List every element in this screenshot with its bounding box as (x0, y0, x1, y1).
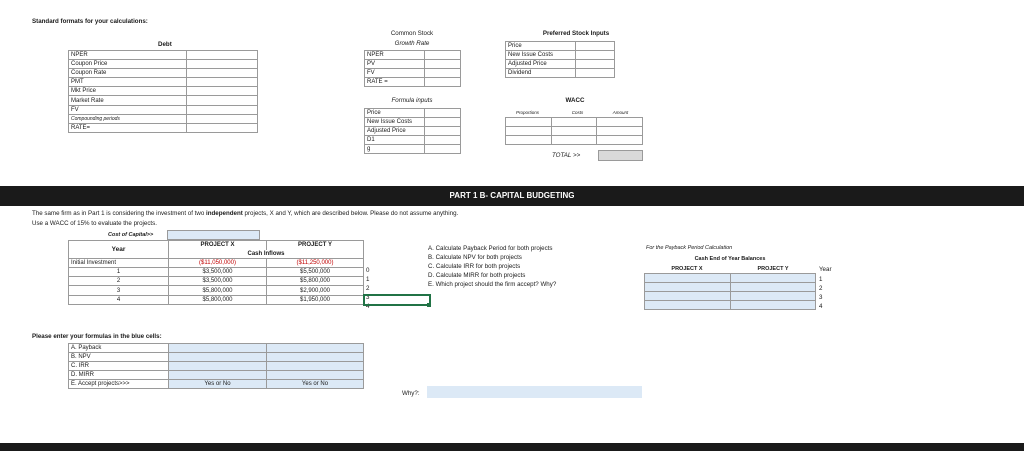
description-line-2: Use a WACC of 15% to evaluate the projects. (32, 220, 157, 227)
debt-label: FV (69, 105, 187, 114)
cs-input-label: g (365, 145, 425, 154)
debt-label: Compounding periods (69, 114, 187, 123)
debt-value-cell[interactable] (187, 69, 258, 78)
formula-label: C. IRR (69, 362, 169, 371)
formula-y-cell[interactable] (267, 344, 364, 353)
debt-value-cell[interactable] (187, 87, 258, 96)
project-x-cash: $5,800,000 (169, 295, 267, 304)
growth-rate-table (364, 50, 461, 87)
payback-y-cell[interactable] (731, 283, 816, 292)
payback-table (644, 273, 816, 310)
cs-value-cell[interactable] (425, 69, 461, 78)
payback-y-cell[interactable] (731, 274, 816, 283)
question-item: B. Calculate NPV for both projects (428, 254, 522, 261)
cs-input-cell[interactable] (425, 118, 461, 127)
wacc-header-costs: Costs (571, 110, 584, 115)
payback-year: 3 (819, 294, 823, 301)
question-item: D. Calculate MIRR for both projects (428, 272, 526, 279)
accept-y-cell[interactable]: Yes or No (267, 380, 364, 389)
payback-year: 4 (819, 303, 823, 310)
formulas-title: Please enter your formulas in the blue cells: (32, 333, 162, 340)
why-answer-cell[interactable] (427, 386, 642, 398)
year-header: Year (69, 241, 169, 259)
wacc-table (505, 117, 643, 145)
debt-value-cell[interactable] (187, 51, 258, 60)
cs-input-cell[interactable] (425, 136, 461, 145)
desc-text: The same firm as in Part 1 is considering the investment of two (32, 210, 207, 217)
wacc-cell[interactable] (551, 127, 597, 136)
cost-of-capital-cell[interactable] (167, 230, 260, 240)
formula-inputs-table (364, 108, 461, 154)
wacc-header-amount: Amount (612, 110, 629, 115)
cs-input-label: Adjusted Price (365, 127, 425, 136)
cs-input-label: D1 (365, 136, 425, 145)
side-number: 1 (366, 276, 370, 283)
pref-value-cell[interactable] (576, 60, 615, 69)
year-cell: 3 (69, 286, 169, 295)
wacc-cell[interactable] (506, 118, 552, 127)
payback-x-cell[interactable] (645, 292, 731, 301)
question-item: A. Calculate Payback Period for both projects (428, 245, 553, 252)
formula-inputs-label: Formula inputs (391, 97, 433, 104)
cs-input-cell[interactable] (425, 109, 461, 118)
pref-label: Adjusted Price (506, 60, 576, 69)
wacc-cell[interactable] (506, 136, 552, 145)
wacc-title: WACC (565, 97, 585, 104)
project-y-cash: $5,800,000 (267, 277, 364, 286)
cs-value-cell[interactable] (425, 60, 461, 69)
project-x-header: PROJECT X (169, 241, 267, 250)
project-y-cash: $1,950,000 (267, 295, 364, 304)
banner-title: PART 1 B- CAPITAL BUDGETING (449, 191, 575, 200)
wacc-total-cell[interactable] (598, 150, 643, 161)
formula-label: E. Accept projects>>> (69, 380, 169, 389)
side-number: 0 (366, 267, 370, 274)
why-label: Why?: (402, 390, 420, 397)
payback-year-label: Year (819, 266, 832, 273)
payback-x-cell[interactable] (645, 283, 731, 292)
debt-title: Debt (158, 41, 172, 48)
pref-value-cell[interactable] (576, 51, 615, 60)
cs-value-cell[interactable] (425, 78, 461, 87)
cs-input-cell[interactable] (425, 145, 461, 154)
selected-cell[interactable] (364, 295, 430, 305)
formula-y-cell[interactable] (267, 371, 364, 380)
debt-label: Market Rate (69, 96, 187, 105)
desc-independent: independent (206, 210, 243, 217)
formula-label: A. Payback (69, 344, 169, 353)
pref-label: Dividend (506, 69, 576, 78)
cs-value-cell[interactable] (425, 51, 461, 60)
cs-input-cell[interactable] (425, 127, 461, 136)
payback-y-cell[interactable] (731, 292, 816, 301)
debt-label: PMT (69, 78, 187, 87)
formula-label: B. NPV (69, 353, 169, 362)
debt-label: RATE= (69, 123, 187, 132)
debt-label: NPER (69, 51, 187, 60)
year-cell: 2 (69, 277, 169, 286)
payback-x-cell[interactable] (645, 274, 731, 283)
formula-x-cell[interactable] (169, 362, 267, 371)
debt-table (68, 50, 258, 133)
project-x-cash: $3,500,000 (169, 277, 267, 286)
payback-x-cell[interactable] (645, 301, 731, 310)
pref-value-cell[interactable] (576, 42, 615, 51)
project-x-cash: ($11,050,000) (169, 259, 267, 268)
debt-value-cell[interactable] (187, 105, 258, 114)
payback-y-cell[interactable] (731, 301, 816, 310)
project-y-cash: ($11,250,000) (267, 259, 364, 268)
wacc-cell[interactable] (551, 118, 597, 127)
payback-year: 2 (819, 285, 823, 292)
description-line-1 (32, 210, 458, 218)
common-stock-title: Common Stock (390, 30, 434, 37)
accept-x-cell[interactable]: Yes or No (169, 380, 267, 389)
project-x-cash: $5,800,000 (169, 286, 267, 295)
preferred-stock-title: Preferred Stock Inputs (542, 30, 610, 37)
debt-value-cell[interactable] (187, 96, 258, 105)
debt-value-cell[interactable] (187, 60, 258, 69)
standard-formats-note: Standard formats for your calculations: (32, 18, 148, 25)
fill-handle[interactable] (427, 303, 431, 307)
payback-project-x: PROJECT X (671, 266, 703, 272)
cost-of-capital-label: Cost of Capital>> (108, 232, 154, 238)
wacc-cell[interactable] (597, 136, 643, 145)
cs-input-label: Price (365, 109, 425, 118)
cs-label: NPER (365, 51, 425, 60)
desc-text: projects, X and Y, which are described below. Please do not assume anything. (242, 210, 459, 217)
debt-label: Coupon Price (69, 60, 187, 69)
cs-input-label: New Issue Costs (365, 118, 425, 127)
project-y-cash: $2,900,000 (267, 286, 364, 295)
year-cell: 4 (69, 295, 169, 304)
wacc-cell[interactable] (597, 127, 643, 136)
debt-label: Coupon Rate (69, 69, 187, 78)
bottom-bar (0, 443, 1024, 451)
debt-value-cell[interactable] (187, 123, 258, 132)
payback-subtitle: Cash End of Year Balances (694, 256, 766, 262)
cs-label: FV (365, 69, 425, 78)
formula-y-cell[interactable] (267, 353, 364, 362)
question-item: C. Calculate IRR for both projects (428, 263, 521, 270)
formula-label: D. MIRR (69, 371, 169, 380)
pref-label: Price (506, 42, 576, 51)
cs-label: RATE = (365, 78, 425, 87)
formula-y-cell[interactable] (267, 362, 364, 371)
cs-label: PV (365, 60, 425, 69)
wacc-header-proportions: Proportions (515, 110, 539, 115)
side-number: 2 (366, 285, 370, 292)
wacc-total-label: TOTAL >> (552, 152, 581, 159)
formulas-table (68, 343, 364, 389)
formula-x-cell[interactable] (169, 353, 267, 362)
debt-value-cell[interactable] (187, 78, 258, 87)
preferred-table (505, 41, 615, 78)
cash-inflows-header: Cash Inflows (169, 250, 364, 259)
debt-label: Mkt Price (69, 87, 187, 96)
side-number: 4 (366, 303, 370, 310)
project-x-cash: $3,500,000 (169, 268, 267, 277)
cash-flow-table (68, 240, 364, 305)
pref-label: New Issue Costs (506, 51, 576, 60)
wacc-cell[interactable] (551, 136, 597, 145)
debt-value-cell[interactable] (187, 114, 258, 123)
pref-value-cell[interactable] (576, 69, 615, 78)
wacc-cell[interactable] (597, 118, 643, 127)
project-y-header: PROJECT Y (267, 241, 364, 250)
year-cell: 1 (69, 268, 169, 277)
formula-x-cell[interactable] (169, 344, 267, 353)
payback-project-y: PROJECT Y (757, 266, 789, 272)
year-cell: Initial Investment (69, 259, 169, 268)
question-item: E. Which project should the firm accept? Why? (428, 281, 557, 288)
growth-rate-subtitle: Growth Rate (394, 40, 430, 47)
payback-caption: For the Payback Period Calculation (646, 245, 733, 251)
project-y-cash: $5,500,000 (267, 268, 364, 277)
payback-year: 1 (819, 276, 823, 283)
formula-x-cell[interactable] (169, 371, 267, 380)
wacc-cell[interactable] (506, 127, 552, 136)
side-number: 3 (366, 294, 370, 301)
